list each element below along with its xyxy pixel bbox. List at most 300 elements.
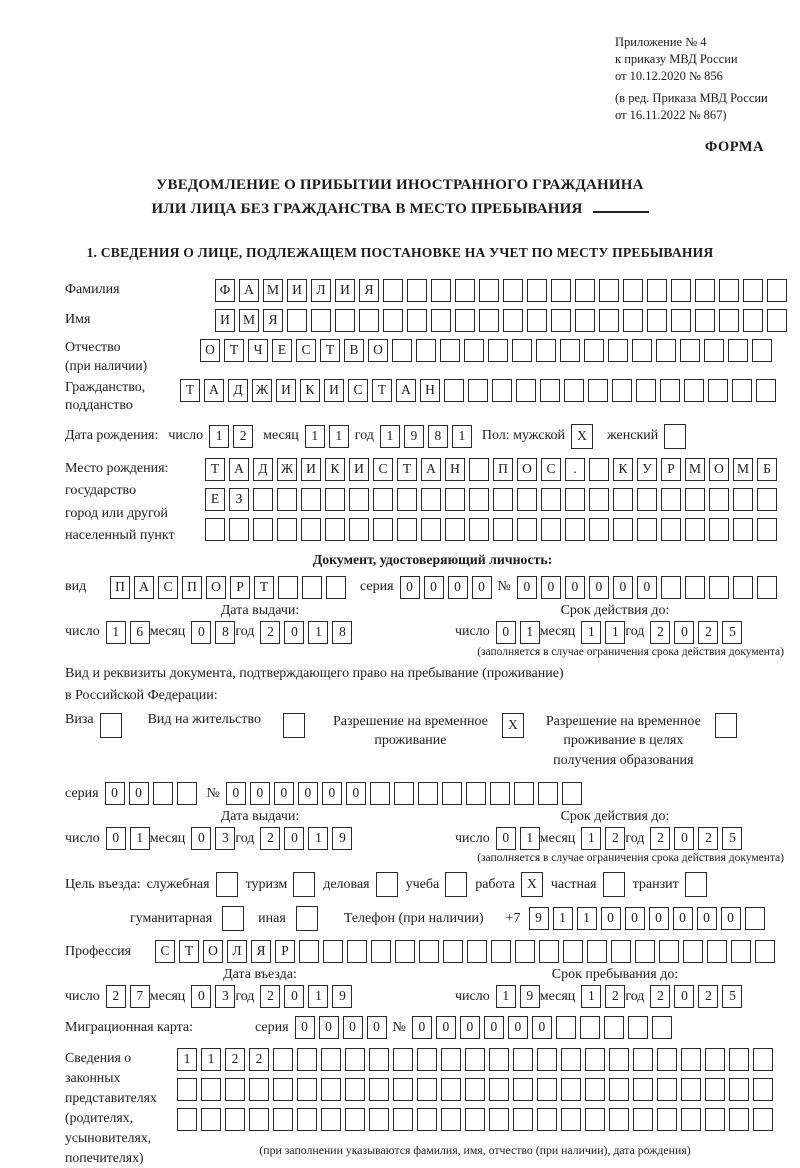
char-cell[interactable] [445, 872, 467, 897]
char-cell[interactable] [685, 518, 705, 541]
char-cell[interactable]: В [344, 339, 364, 362]
char-cell[interactable]: X [502, 713, 524, 738]
char-cell[interactable]: 0 [298, 782, 318, 805]
char-cell[interactable] [589, 518, 609, 541]
char-cell[interactable] [277, 518, 297, 541]
char-cell[interactable]: 0 [637, 576, 657, 599]
char-cell[interactable] [455, 279, 475, 302]
char-cell[interactable] [393, 1078, 413, 1101]
char-cell[interactable]: 1 [520, 621, 540, 644]
char-cell[interactable] [503, 279, 523, 302]
char-cell[interactable]: 0 [274, 782, 294, 805]
char-cell[interactable] [493, 518, 513, 541]
purpose-work-checkbox[interactable] [521, 872, 543, 897]
purpose-official-checkbox[interactable] [216, 872, 238, 897]
char-cell[interactable] [273, 1048, 293, 1071]
char-cell[interactable] [492, 379, 512, 402]
char-cell[interactable] [301, 488, 321, 511]
char-cell[interactable] [479, 279, 499, 302]
char-cell[interactable]: 0 [346, 782, 366, 805]
char-cell[interactable]: 2 [698, 985, 718, 1008]
char-cell[interactable]: Л [311, 279, 331, 302]
char-cell[interactable]: 0 [674, 621, 694, 644]
char-cell[interactable]: 0 [105, 782, 125, 805]
char-cell[interactable] [731, 940, 751, 963]
char-cell[interactable]: К [300, 379, 320, 402]
char-cell[interactable] [551, 279, 571, 302]
char-cell[interactable]: 0 [295, 1016, 315, 1039]
res-issue-month-input[interactable] [191, 827, 235, 850]
char-cell[interactable]: 0 [508, 1016, 528, 1039]
doc-number-input[interactable] [517, 576, 777, 599]
char-cell[interactable] [584, 339, 604, 362]
char-cell[interactable]: О [206, 576, 226, 599]
char-cell[interactable]: 1 [305, 425, 325, 448]
char-cell[interactable]: Т [254, 576, 274, 599]
char-cell[interactable] [515, 940, 535, 963]
char-cell[interactable]: 2 [260, 985, 280, 1008]
char-cell[interactable] [585, 1108, 605, 1131]
char-cell[interactable]: 9 [332, 827, 352, 850]
char-cell[interactable]: О [709, 458, 729, 481]
char-cell[interactable] [671, 279, 691, 302]
char-cell[interactable]: 2 [698, 827, 718, 850]
char-cell[interactable] [287, 309, 307, 332]
char-cell[interactable]: О [368, 339, 388, 362]
char-cell[interactable] [369, 1108, 389, 1131]
char-cell[interactable]: А [239, 279, 259, 302]
stay-year-input[interactable] [650, 985, 742, 1008]
char-cell[interactable]: Т [397, 458, 417, 481]
char-cell[interactable] [469, 488, 489, 511]
surname-input[interactable] [215, 279, 787, 302]
char-cell[interactable] [513, 1078, 533, 1101]
char-cell[interactable] [609, 1108, 629, 1131]
char-cell[interactable] [441, 1108, 461, 1131]
char-cell[interactable]: Р [275, 940, 295, 963]
char-cell[interactable]: X [521, 872, 543, 897]
purpose-business-checkbox[interactable] [376, 872, 398, 897]
char-cell[interactable] [647, 279, 667, 302]
sex-male-checkbox[interactable] [571, 424, 593, 449]
char-cell[interactable]: А [204, 379, 224, 402]
char-cell[interactable]: 2 [650, 621, 670, 644]
doc-series-input[interactable] [400, 576, 492, 599]
char-cell[interactable] [321, 1078, 341, 1101]
char-cell[interactable] [383, 309, 403, 332]
char-cell[interactable] [609, 1048, 629, 1071]
char-cell[interactable]: 1 [581, 827, 601, 850]
char-cell[interactable]: С [348, 379, 368, 402]
char-cell[interactable] [565, 518, 585, 541]
char-cell[interactable]: 8 [332, 621, 352, 644]
char-cell[interactable]: 1 [201, 1048, 221, 1071]
char-cell[interactable] [201, 1078, 221, 1101]
char-cell[interactable] [273, 1108, 293, 1131]
char-cell[interactable]: П [493, 458, 513, 481]
char-cell[interactable] [395, 940, 415, 963]
doc-kind-input[interactable] [110, 576, 346, 599]
char-cell[interactable] [685, 872, 707, 897]
char-cell[interactable] [603, 872, 625, 897]
char-cell[interactable]: Ч [248, 339, 268, 362]
char-cell[interactable] [421, 518, 441, 541]
mig-series-input[interactable] [295, 1016, 387, 1039]
char-cell[interactable] [611, 940, 631, 963]
char-cell[interactable]: А [396, 379, 416, 402]
char-cell[interactable]: С [296, 339, 316, 362]
char-cell[interactable] [277, 488, 297, 511]
char-cell[interactable]: Д [228, 379, 248, 402]
char-cell[interactable] [311, 309, 331, 332]
char-cell[interactable] [297, 1108, 317, 1131]
char-cell[interactable]: 6 [130, 621, 150, 644]
char-cell[interactable]: И [335, 279, 355, 302]
char-cell[interactable]: 2 [225, 1048, 245, 1071]
char-cell[interactable] [503, 309, 523, 332]
char-cell[interactable] [664, 424, 686, 449]
char-cell[interactable]: 1 [308, 985, 328, 1008]
representatives-row1-input[interactable] [177, 1048, 773, 1071]
char-cell[interactable]: 0 [496, 827, 516, 850]
char-cell[interactable]: 1 [581, 621, 601, 644]
char-cell[interactable] [560, 339, 580, 362]
char-cell[interactable] [527, 309, 547, 332]
doc-issue-day-input[interactable] [106, 621, 150, 644]
char-cell[interactable]: 0 [424, 576, 444, 599]
char-cell[interactable] [656, 339, 676, 362]
char-cell[interactable] [585, 1078, 605, 1101]
char-cell[interactable]: Я [251, 940, 271, 963]
char-cell[interactable]: М [263, 279, 283, 302]
char-cell[interactable]: И [276, 379, 296, 402]
char-cell[interactable] [753, 1078, 773, 1101]
char-cell[interactable]: 1 [209, 425, 229, 448]
char-cell[interactable] [756, 379, 776, 402]
residence-permit-checkbox[interactable] [283, 713, 305, 738]
char-cell[interactable] [647, 309, 667, 332]
char-cell[interactable] [719, 279, 739, 302]
char-cell[interactable] [623, 309, 643, 332]
char-cell[interactable] [278, 576, 298, 599]
char-cell[interactable]: 1 [496, 985, 516, 1008]
char-cell[interactable] [527, 279, 547, 302]
char-cell[interactable] [393, 1048, 413, 1071]
char-cell[interactable]: 5 [722, 621, 742, 644]
birth-month-input[interactable] [305, 425, 349, 448]
char-cell[interactable] [661, 518, 681, 541]
char-cell[interactable] [465, 1108, 485, 1131]
char-cell[interactable] [695, 279, 715, 302]
char-cell[interactable]: 1 [308, 827, 328, 850]
char-cell[interactable]: 0 [284, 621, 304, 644]
purpose-transit-checkbox[interactable] [685, 872, 707, 897]
char-cell[interactable] [587, 940, 607, 963]
char-cell[interactable] [585, 1048, 605, 1071]
char-cell[interactable] [613, 488, 633, 511]
char-cell[interactable]: И [324, 379, 344, 402]
char-cell[interactable]: 2 [650, 985, 670, 1008]
char-cell[interactable]: 9 [520, 985, 540, 1008]
char-cell[interactable] [563, 940, 583, 963]
char-cell[interactable] [229, 518, 249, 541]
char-cell[interactable]: Т [372, 379, 392, 402]
char-cell[interactable]: С [373, 458, 393, 481]
birth-year-input[interactable] [380, 425, 472, 448]
char-cell[interactable]: И [301, 458, 321, 481]
char-cell[interactable]: 0 [319, 1016, 339, 1039]
char-cell[interactable] [719, 309, 739, 332]
char-cell[interactable] [753, 1108, 773, 1131]
char-cell[interactable]: 3 [215, 985, 235, 1008]
char-cell[interactable] [705, 1078, 725, 1101]
char-cell[interactable] [445, 488, 465, 511]
char-cell[interactable] [613, 518, 633, 541]
char-cell[interactable]: Т [205, 458, 225, 481]
char-cell[interactable] [609, 1078, 629, 1101]
char-cell[interactable]: 1 [380, 425, 400, 448]
char-cell[interactable]: Ж [252, 379, 272, 402]
char-cell[interactable] [469, 518, 489, 541]
char-cell[interactable]: 0 [613, 576, 633, 599]
res-issue-year-input[interactable] [260, 827, 352, 850]
char-cell[interactable] [517, 518, 537, 541]
char-cell[interactable] [589, 458, 609, 481]
purpose-tourism-checkbox[interactable] [293, 872, 315, 897]
birth-day-input[interactable] [209, 425, 253, 448]
char-cell[interactable]: П [182, 576, 202, 599]
char-cell[interactable]: Т [179, 940, 199, 963]
char-cell[interactable]: А [229, 458, 249, 481]
char-cell[interactable] [743, 309, 763, 332]
char-cell[interactable] [728, 339, 748, 362]
char-cell[interactable]: 0 [601, 907, 621, 930]
char-cell[interactable]: К [613, 458, 633, 481]
char-cell[interactable] [580, 1016, 600, 1039]
char-cell[interactable] [512, 339, 532, 362]
char-cell[interactable]: 0 [191, 985, 211, 1008]
char-cell[interactable]: 0 [721, 907, 741, 930]
char-cell[interactable]: П [110, 576, 130, 599]
char-cell[interactable]: 0 [697, 907, 717, 930]
char-cell[interactable]: 2 [233, 425, 253, 448]
char-cell[interactable]: 1 [581, 985, 601, 1008]
char-cell[interactable] [671, 309, 691, 332]
entry-month-input[interactable] [191, 985, 235, 1008]
char-cell[interactable] [369, 1048, 389, 1071]
char-cell[interactable] [755, 940, 775, 963]
char-cell[interactable]: 2 [650, 827, 670, 850]
char-cell[interactable] [376, 872, 398, 897]
char-cell[interactable] [325, 518, 345, 541]
char-cell[interactable] [659, 940, 679, 963]
purpose-humanitarian-checkbox[interactable] [222, 906, 244, 931]
char-cell[interactable] [680, 339, 700, 362]
char-cell[interactable] [479, 309, 499, 332]
given-name-input[interactable] [215, 309, 787, 332]
char-cell[interactable] [326, 576, 346, 599]
res-number-input[interactable] [226, 782, 582, 805]
char-cell[interactable]: 2 [605, 985, 625, 1008]
char-cell[interactable]: 0 [460, 1016, 480, 1039]
representatives-row3-input[interactable] [177, 1108, 773, 1131]
char-cell[interactable] [561, 1078, 581, 1101]
char-cell[interactable]: 1 [553, 907, 573, 930]
char-cell[interactable] [565, 488, 585, 511]
char-cell[interactable]: 0 [412, 1016, 432, 1039]
char-cell[interactable] [660, 379, 680, 402]
char-cell[interactable] [299, 940, 319, 963]
char-cell[interactable] [407, 279, 427, 302]
char-cell[interactable]: 9 [404, 425, 424, 448]
char-cell[interactable]: 5 [722, 985, 742, 1008]
char-cell[interactable] [708, 379, 728, 402]
char-cell[interactable] [441, 1078, 461, 1101]
char-cell[interactable] [489, 1108, 509, 1131]
char-cell[interactable]: 0 [284, 985, 304, 1008]
char-cell[interactable] [418, 782, 438, 805]
char-cell[interactable] [488, 339, 508, 362]
char-cell[interactable] [431, 309, 451, 332]
char-cell[interactable] [293, 872, 315, 897]
char-cell[interactable]: Р [230, 576, 250, 599]
char-cell[interactable] [564, 379, 584, 402]
temp-residence-checkbox[interactable] [502, 713, 524, 738]
sex-female-checkbox[interactable] [664, 424, 686, 449]
char-cell[interactable]: 0 [436, 1016, 456, 1039]
char-cell[interactable]: У [637, 458, 657, 481]
char-cell[interactable] [599, 309, 619, 332]
char-cell[interactable] [369, 1078, 389, 1101]
char-cell[interactable]: 1 [177, 1048, 197, 1071]
char-cell[interactable] [249, 1078, 269, 1101]
char-cell[interactable] [517, 488, 537, 511]
char-cell[interactable]: И [287, 279, 307, 302]
char-cell[interactable] [466, 782, 486, 805]
char-cell[interactable] [743, 279, 763, 302]
char-cell[interactable] [684, 379, 704, 402]
char-cell[interactable]: 0 [343, 1016, 363, 1039]
char-cell[interactable]: 0 [496, 621, 516, 644]
char-cell[interactable]: С [158, 576, 178, 599]
char-cell[interactable] [729, 1078, 749, 1101]
char-cell[interactable] [575, 279, 595, 302]
char-cell[interactable] [709, 576, 729, 599]
char-cell[interactable]: 0 [191, 827, 211, 850]
char-cell[interactable] [419, 940, 439, 963]
char-cell[interactable]: 1 [605, 621, 625, 644]
char-cell[interactable]: О [200, 339, 220, 362]
char-cell[interactable]: 0 [226, 782, 246, 805]
char-cell[interactable]: К [325, 458, 345, 481]
char-cell[interactable] [657, 1048, 677, 1071]
char-cell[interactable] [551, 309, 571, 332]
char-cell[interactable]: С [541, 458, 561, 481]
char-cell[interactable] [373, 488, 393, 511]
char-cell[interactable] [301, 518, 321, 541]
char-cell[interactable]: 2 [106, 985, 126, 1008]
char-cell[interactable] [345, 1108, 365, 1131]
char-cell[interactable]: О [517, 458, 537, 481]
char-cell[interactable] [540, 379, 560, 402]
char-cell[interactable] [513, 1108, 533, 1131]
char-cell[interactable]: 8 [215, 621, 235, 644]
stay-month-input[interactable] [581, 985, 625, 1008]
profession-input[interactable] [155, 940, 775, 963]
char-cell[interactable] [421, 488, 441, 511]
char-cell[interactable]: И [215, 309, 235, 332]
char-cell[interactable]: 0 [649, 907, 669, 930]
char-cell[interactable]: 0 [367, 1016, 387, 1039]
char-cell[interactable]: 9 [332, 985, 352, 1008]
char-cell[interactable] [383, 279, 403, 302]
char-cell[interactable] [637, 518, 657, 541]
char-cell[interactable]: 0 [106, 827, 126, 850]
char-cell[interactable]: Б [757, 458, 777, 481]
res-valid-day-input[interactable] [496, 827, 540, 850]
birth-place-row2-input[interactable] [205, 488, 777, 511]
char-cell[interactable] [752, 339, 772, 362]
char-cell[interactable] [685, 576, 705, 599]
char-cell[interactable] [359, 309, 379, 332]
char-cell[interactable] [516, 379, 536, 402]
char-cell[interactable] [491, 940, 511, 963]
char-cell[interactable]: 0 [448, 576, 468, 599]
char-cell[interactable] [335, 309, 355, 332]
char-cell[interactable]: Т [224, 339, 244, 362]
char-cell[interactable] [541, 488, 561, 511]
char-cell[interactable] [681, 1048, 701, 1071]
char-cell[interactable] [745, 907, 765, 930]
char-cell[interactable]: З [229, 488, 249, 511]
char-cell[interactable] [345, 1048, 365, 1071]
doc-valid-month-input[interactable] [581, 621, 625, 644]
char-cell[interactable]: 3 [215, 827, 235, 850]
char-cell[interactable] [661, 576, 681, 599]
char-cell[interactable] [397, 518, 417, 541]
char-cell[interactable] [537, 1048, 557, 1071]
char-cell[interactable] [416, 339, 436, 362]
char-cell[interactable] [733, 518, 753, 541]
char-cell[interactable]: 1 [452, 425, 472, 448]
char-cell[interactable]: 2 [260, 827, 280, 850]
char-cell[interactable]: О [203, 940, 223, 963]
char-cell[interactable] [628, 1016, 648, 1039]
char-cell[interactable]: . [565, 458, 585, 481]
char-cell[interactable] [393, 1108, 413, 1131]
char-cell[interactable] [715, 713, 737, 738]
char-cell[interactable] [636, 379, 656, 402]
char-cell[interactable]: 2 [698, 621, 718, 644]
char-cell[interactable]: И [349, 458, 369, 481]
char-cell[interactable]: 0 [674, 827, 694, 850]
purpose-other-checkbox[interactable] [296, 906, 318, 931]
mig-number-input[interactable] [412, 1016, 672, 1039]
char-cell[interactable]: 5 [722, 827, 742, 850]
char-cell[interactable] [632, 339, 652, 362]
char-cell[interactable]: 0 [532, 1016, 552, 1039]
char-cell[interactable] [323, 940, 343, 963]
char-cell[interactable] [100, 713, 122, 738]
char-cell[interactable] [417, 1048, 437, 1071]
birth-place-row3-input[interactable] [205, 518, 777, 541]
char-cell[interactable] [539, 940, 559, 963]
char-cell[interactable] [442, 782, 462, 805]
char-cell[interactable]: 1 [106, 621, 126, 644]
char-cell[interactable] [177, 1078, 197, 1101]
char-cell[interactable]: М [239, 309, 259, 332]
representatives-row2-input[interactable] [177, 1078, 773, 1101]
